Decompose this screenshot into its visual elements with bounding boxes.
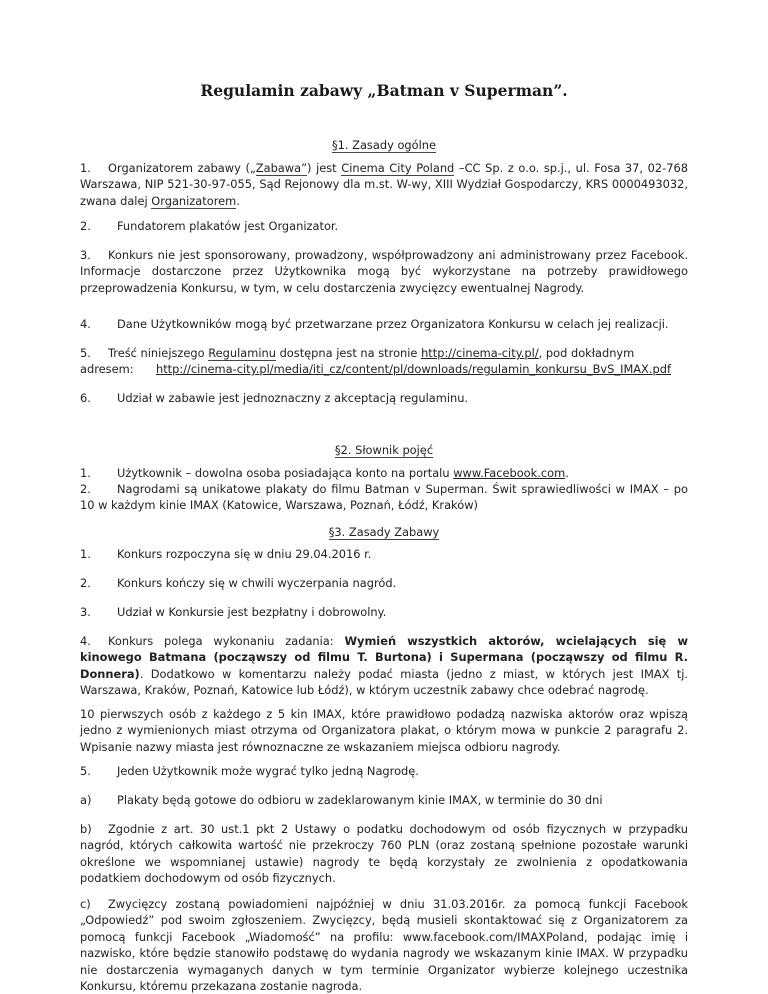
s2-paragraph-1: 1. Użytkownik – dowolna osoba posiadająca konto na portalu www.Facebook.com.: [80, 466, 569, 480]
s3-paragraph-2: 2. Konkurs kończy się w chwili wyczerpania nagród.: [80, 576, 397, 590]
cinema-city-link[interactable]: http://cinema-city.pl/: [421, 346, 539, 360]
s1-paragraph-6: 6. Udział w zabawie jest jednoznaczny z akceptacją regulaminu.: [80, 391, 469, 405]
s1-paragraph-3: 3. Konkurs nie jest sponsorowany, prowadzony, współprowadzony ani administrowany przez Facebook. Informacje dostarczone przez Użytkownika mogą być wykorzystane na potrzeby prawidłowego przeprowadzenia Konkursu, w tym, w celu dostarczenia zwycięzcy ewentualnej Nagrody.: [80, 248, 688, 295]
s3-paragraph-a: a) Plakaty będą gotowe do odbioru w zadeklarowanym kinie IMAX, w terminie do 30 dni: [80, 793, 603, 807]
s3-paragraph-4-continued: 10 pierwszych osób z każdego z 5 kin IMAX, które prawidłowo podadzą nazwiska aktorów oraz wpiszą jedno z wymienionych miast otrzyma od Organizatora plakat, o którym mowa w punkcie 2 paragrafu 2. Wpisanie nazwy miasta jest równoznaczne ze wskazaniem miejsca odbioru nagrody.: [80, 707, 688, 754]
section-2-heading: §2. Słownik pojęć: [334, 443, 434, 457]
s2-paragraph-2: 2. Nagrodami są unikatowe plakaty do filmu Batman v Superman. Świt sprawiedliwości w IMAX – po 10 w każdym kinie IMAX (Katowice, Warszawa, Poznań, Łódź, Kraków): [80, 482, 688, 513]
s1-paragraph-5-address: adresem: http://cinema-city.pl/media/iti_cz/content/pl/downloads/regulamin_konkursu_BvS_IMAX.pdf: [80, 362, 671, 376]
s1-paragraph-1: 1. Organizatorem zabawy („Zabawa”) jest Cinema City Poland –CC Sp. z o.o. sp.j., ul. Fosa 37, 02-768 Warszawa, NIP 521-30-97-055, Sąd Rejonowy dla m.st. W-wy, XIII Wydział Gospodarczy, KRS 0000493032, zwana dalej Organizatorem.: [80, 161, 688, 208]
s3-paragraph-4: 4. Konkurs polega wykonaniu zadania: Wymień wszystkich aktorów, wcielających się w kinowego Batmana (począwszy od filmu T. Burtona) i Supermana (począwszy od filmu R. Donnera). Dodatkowo w komentarzu należy podać miasta (jedno z miast, w których jest IMAX tj. Warszawa, Kraków, Poznań, Katowice lub Łódź), w którym uczestnik zabawy chce odebrać nagrodę.: [80, 634, 688, 698]
s1-paragraph-4: 4. Dane Użytkowników mogą być przetwarzane przez Organizatora Konkursu w celach jej realizacji.: [80, 317, 669, 331]
s3-paragraph-c: c) Zwycięzcy zostaną powiadomieni najpóźniej w dniu 31.03.2016r. za pomocą funkcji Facebook „Odpowiedź” pod swoim zgłoszeniem. Zwycięzcy, będą musieli skontaktować się z Organizatorem za pomocą funkcji Facebook „Wiadomość” na profilu: www.facebook.com/IMAXPoland, podając imię i nazwisko, które będzie stanowiło podstawę do wydania nagrody we wskazanym kinie IMAX. W przypadku nie dostarczenia wymaganych danych w tym terminie Organizator wybierze kolejnego uczestnika Konkursu, któremu przekazana zostanie nagroda.: [80, 897, 688, 994]
s1-paragraph-2: 2. Fundatorem plakatów jest Organizator.: [80, 219, 339, 233]
document-title: Regulamin zabawy „Batman v Superman”.: [200, 81, 568, 100]
regulamin-pdf-link[interactable]: http://cinema-city.pl/media/iti_cz/content/pl/downloads/regulamin_konkursu_BvS_IMAX.pdf: [156, 362, 671, 376]
s3-paragraph-1: 1. Konkurs rozpoczyna się w dniu 29.04.2016 r.: [80, 547, 372, 561]
section-1-heading: §1. Zasady ogólne: [331, 138, 437, 152]
s3-paragraph-5: 5. Jeden Użytkownik może wygrać tylko jedną Nagrodę.: [80, 764, 419, 778]
facebook-link[interactable]: www.Facebook.com: [453, 466, 566, 480]
section-3-heading: §3. Zasady Zabawy: [328, 525, 440, 539]
s3-paragraph-3: 3. Udział w Konkursie jest bezpłatny i dobrowolny.: [80, 605, 387, 619]
s1-paragraph-5: 5. Treść niniejszego Regulaminu dostępna jest na stronie http://cinema-city.pl/, pod dokładnym: [80, 346, 635, 360]
s3-paragraph-b: b) Zgodnie z art. 30 ust.1 pkt 2 Ustawy o podatku dochodowym od osób fizycznych w przypadku nagród, których całkowita wartość nie przekroczy 760 PLN (oraz zostaną spełnione pozostałe warunki określone we wspomnianej ustawie) nagrody te będą korzystały ze zwolnienia z opodatkowania podatkiem dochodowym od osób fizycznych.: [80, 822, 688, 886]
